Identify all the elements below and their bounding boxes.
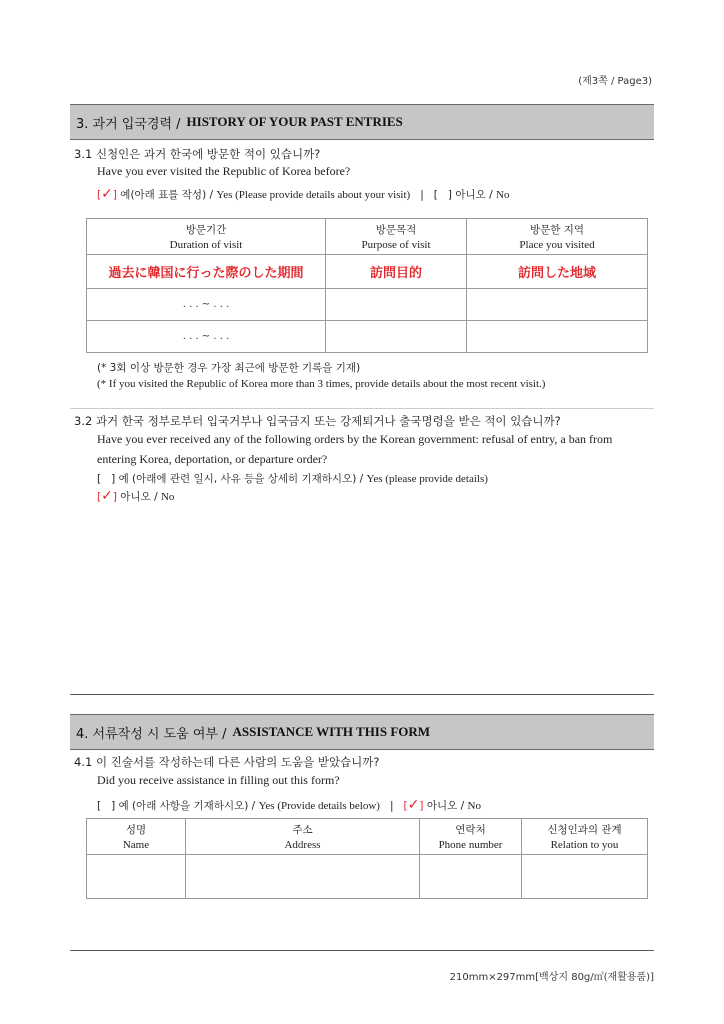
table-row: [87, 855, 648, 899]
question-4-1-en: Did you receive assistance in filling out this form?: [97, 773, 340, 787]
q41-no-checkbox[interactable]: [✓]: [403, 797, 424, 813]
q31-no-label-ko: 아니오 /: [455, 189, 493, 201]
question-4-1-ko: 4.1 이 진술서를 작성하는데 다른 사람의 도움을 받았습니까?: [74, 755, 380, 769]
assistance-table: [86, 818, 648, 899]
section-3-header: [70, 104, 654, 140]
assist-header-relation: 신청인과의 관계 Relation to you: [522, 819, 648, 855]
q41-no-label-en: No: [467, 800, 481, 812]
visit-note-ko: (* 3회 이상 방문한 경우 가장 최근에 방문한 기록을 기재): [97, 362, 361, 374]
q41-yes-label-ko: 예 (아래 사항을 기재하시오) /: [118, 800, 256, 812]
section-4-header: [70, 714, 654, 750]
question-3-2-ko: 3.2 과거 한국 정부로부터 입국거부나 입국금지 또는 강제퇴거나 출국명령을 받은 적이 있습니까?: [74, 414, 561, 428]
question-4-1-options: [97, 797, 481, 813]
q32-no-checkbox[interactable]: [✓]: [97, 488, 117, 504]
assist-header-address: 주소 Address: [186, 819, 420, 855]
visit-header-purpose: 방문목적 Purpose of visit: [326, 219, 467, 255]
assist-header-name: 성명 Name: [87, 819, 186, 855]
check-mark-icon: ✓: [407, 797, 420, 813]
table-row: [87, 255, 648, 289]
q41-no-label-ko: 아니오 /: [426, 800, 465, 812]
visit-place-blank-cell[interactable]: [467, 321, 648, 353]
visit-purpose-blank-cell[interactable]: [326, 289, 467, 321]
page-number-label: (제3쪽 / Page3): [578, 76, 652, 87]
q32-yes-label-en: Yes (please provide details): [366, 473, 488, 485]
divider: [70, 408, 654, 409]
question-3-1-ko: 3.1 신청인은 과거 한국에 방문한 적이 있습니까?: [74, 147, 321, 161]
check-mark-icon: ✓: [101, 186, 113, 202]
assist-header-phone: 연락처 Phone number: [420, 819, 522, 855]
assist-address-cell[interactable]: [186, 855, 420, 899]
question-3-2-en-line2: entering Korea, deportation, or departure order?: [97, 452, 328, 466]
visit-purpose-blank-cell[interactable]: [326, 321, 467, 353]
assist-phone-cell[interactable]: [420, 855, 522, 899]
q31-separator: |: [420, 189, 424, 201]
assist-name-cell[interactable]: [87, 855, 186, 899]
assist-relation-cell[interactable]: [522, 855, 648, 899]
visit-table-header-row: [87, 219, 648, 255]
section-3-title-en: HISTORY OF YOUR PAST ENTRIES: [186, 114, 403, 129]
q32-no-label-ko: 아니오 /: [120, 491, 158, 503]
section-3-title-ko: 3. 과거 입국경력 /: [76, 116, 181, 132]
footer-divider: [70, 950, 654, 951]
visit-place-blank-cell[interactable]: [467, 289, 648, 321]
q31-no-checkbox[interactable]: [ ]: [433, 189, 452, 201]
q31-no-label-en: No: [496, 189, 510, 201]
visit-header-duration: 방문기간 Duration of visit: [87, 219, 326, 255]
q32-yes-label-ko: 예 (아래에 관련 일시, 사유 등을 상세히 기재하시오) /: [118, 473, 364, 485]
visit-place-cell[interactable]: 訪問した地域: [467, 255, 648, 289]
visit-duration-cell[interactable]: 過去に韓国に行った際のした期間: [87, 255, 326, 289]
question-3-1-en: Have you ever visited the Republic of Korea before?: [97, 164, 351, 178]
q41-yes-label-en: Yes (Provide details below): [258, 800, 380, 812]
assist-table-header-row: [87, 819, 648, 855]
visit-purpose-cell[interactable]: 訪問目的: [326, 255, 467, 289]
table-row: [87, 321, 648, 353]
q32-no-label-en: No: [160, 491, 175, 503]
section-4-title-en: ASSISTANCE WITH THIS FORM: [232, 724, 431, 739]
check-mark-icon: ✓: [101, 488, 113, 504]
question-3-1-options: [97, 186, 509, 202]
q31-yes-label-ko: 예(아래 표를 작성) /: [120, 189, 214, 201]
table-row: [87, 289, 648, 321]
q41-separator: |: [389, 800, 394, 812]
q31-yes-checkbox[interactable]: [✓]: [97, 186, 117, 202]
section-divider: [70, 694, 654, 695]
visit-duration-blank-cell[interactable]: . . . ~ . . .: [87, 289, 326, 321]
visit-history-table: [86, 218, 648, 353]
visit-header-place: 방문한 지역 Place you visited: [467, 219, 648, 255]
visit-note-en: (* If you visited the Republic of Korea more than 3 times, provide details about the most recent visit.): [97, 378, 546, 390]
section-4-title-ko: 4. 서류작성 시 도움 여부 /: [76, 726, 227, 742]
q31-yes-label-en: Yes (Please provide details about your visit): [216, 189, 411, 201]
visit-duration-blank-cell[interactable]: . . . ~ . . .: [87, 321, 326, 353]
question-3-2-yes-option: [97, 471, 488, 486]
question-3-2-no-option: [97, 488, 174, 504]
paper-spec-footer: 210mm×297mm[백상지 80g/㎡(재활용품)]: [449, 972, 654, 983]
q32-yes-checkbox[interactable]: [ ]: [97, 473, 116, 485]
question-3-2-en-line1: Have you ever received any of the following orders by the Korean government: refusal of entry, a ban from: [97, 432, 613, 446]
q41-yes-checkbox[interactable]: [ ]: [97, 800, 116, 812]
